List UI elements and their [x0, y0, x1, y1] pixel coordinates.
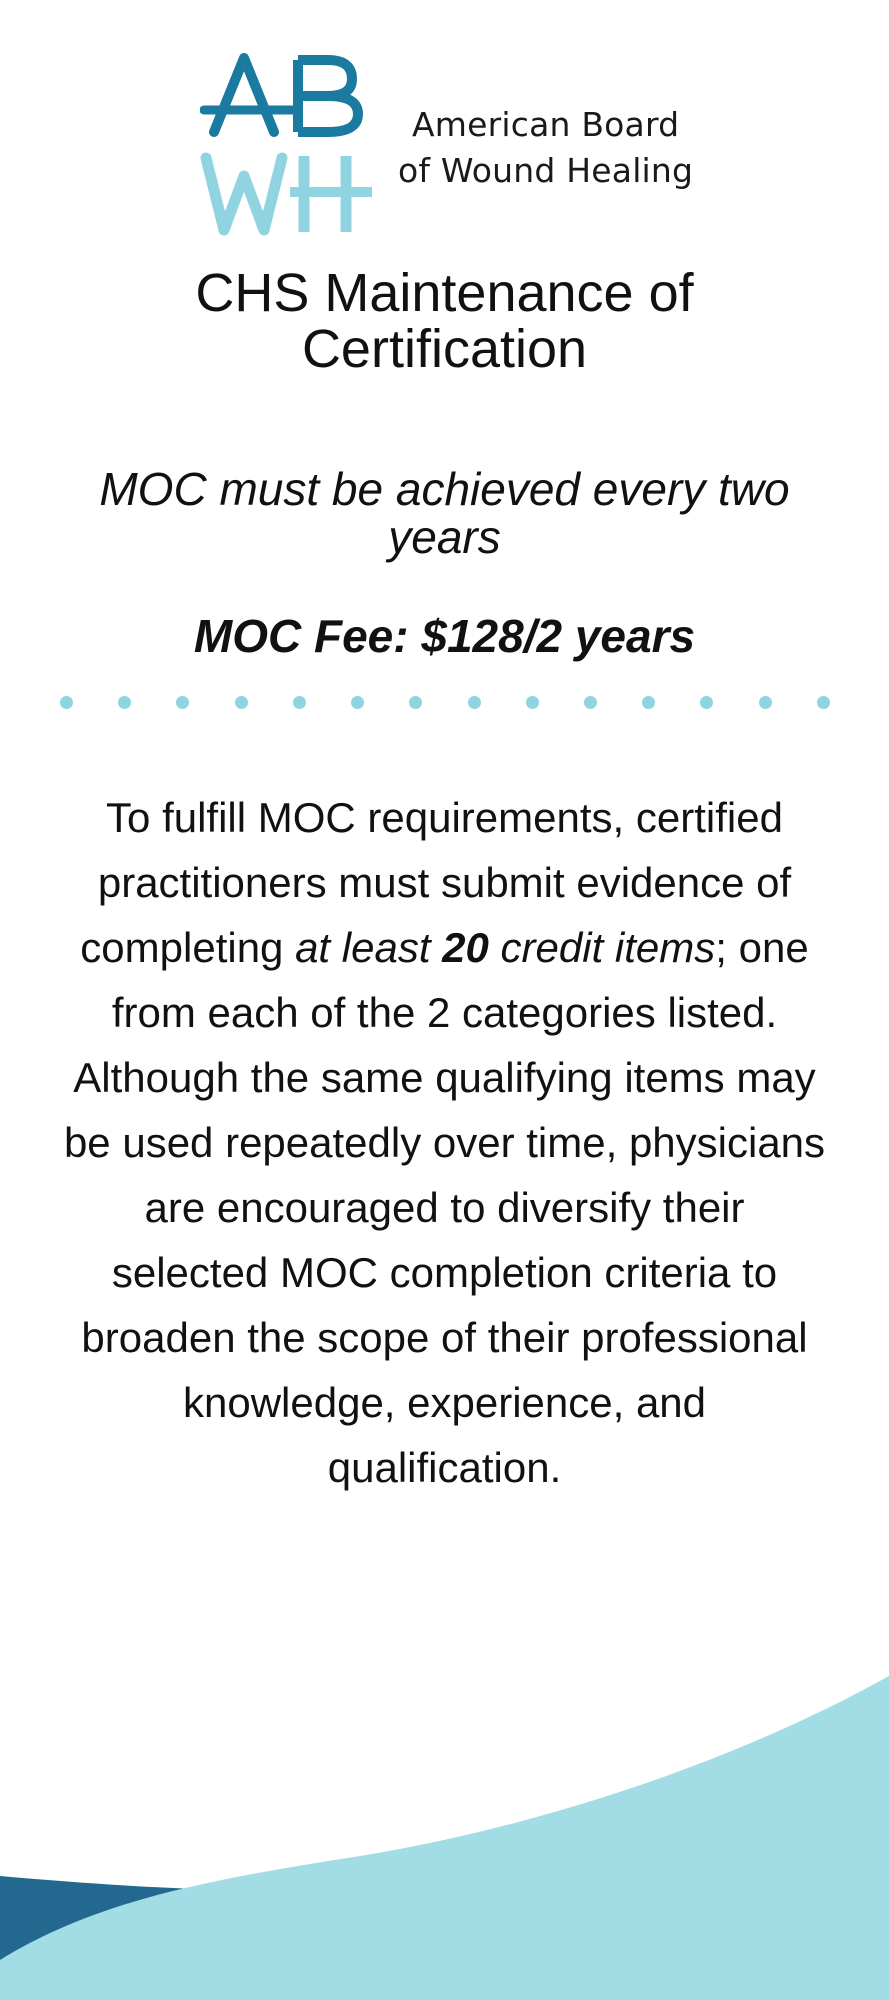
- page-title-line2: Certification: [301, 319, 588, 379]
- paragraph-line: selected MOC completion criteria to: [111, 1249, 778, 1296]
- divider-dot: [817, 696, 830, 709]
- paragraph-line: knowledge, experience, and: [182, 1379, 707, 1426]
- paragraph-text: ; one: [715, 924, 809, 971]
- divider-dot: [759, 696, 772, 709]
- organization-name-line1: American Board: [412, 105, 680, 144]
- divider-dot: [235, 696, 248, 709]
- divider-dot: [293, 696, 306, 709]
- divider-dot: [409, 696, 422, 709]
- abwh-logo: [200, 52, 710, 242]
- page-title-line1: CHS Maintenance of: [195, 263, 694, 323]
- divider-dot: [526, 696, 539, 709]
- footer-wave-light: [0, 1676, 889, 2000]
- paragraph-line: Although the same qualifying items may: [73, 1054, 816, 1101]
- moc-fee: MOC Fee: $128/2 years: [193, 610, 696, 662]
- paragraph-line: qualification.: [327, 1444, 562, 1491]
- emphasis-at-least: at least: [295, 924, 443, 971]
- abwh-monogram-icon: [200, 52, 375, 242]
- organization-name-line2: of Wound Healing: [398, 151, 694, 190]
- emphasis-credit-items: credit items: [488, 924, 716, 971]
- paragraph-line: To fulfill MOC requirements, certified: [106, 794, 783, 841]
- moc-frequency-note: [0, 465, 889, 561]
- divider-dot: [584, 696, 597, 709]
- moc-frequency-line1: MOC must be achieved every two: [99, 463, 790, 515]
- footer-wave-decoration: [0, 1660, 889, 2000]
- paragraph-line: be used repeatedly over time, physicians: [63, 1119, 826, 1166]
- moc-frequency-line2: years: [388, 511, 501, 563]
- divider-dot: [60, 696, 73, 709]
- organization-name: [398, 102, 693, 194]
- moc-requirements-paragraph: [0, 785, 889, 1500]
- paragraph-line: practitioners must submit evidence of: [97, 859, 792, 906]
- divider-dot: [642, 696, 655, 709]
- dotted-divider: [60, 694, 830, 710]
- credit-count: 20: [442, 924, 489, 971]
- paragraph-line: broaden the scope of their professional: [81, 1314, 808, 1361]
- paragraph-line: from each of the 2 categories listed.: [111, 989, 778, 1036]
- divider-dot: [700, 696, 713, 709]
- divider-dot: [468, 696, 481, 709]
- paragraph-line: are encouraged to diversify their: [144, 1184, 745, 1231]
- divider-dot: [176, 696, 189, 709]
- divider-dot: [351, 696, 364, 709]
- paragraph-line: [0, 915, 889, 980]
- page-title: [0, 265, 889, 377]
- paragraph-text: completing: [80, 924, 296, 971]
- divider-dot: [118, 696, 131, 709]
